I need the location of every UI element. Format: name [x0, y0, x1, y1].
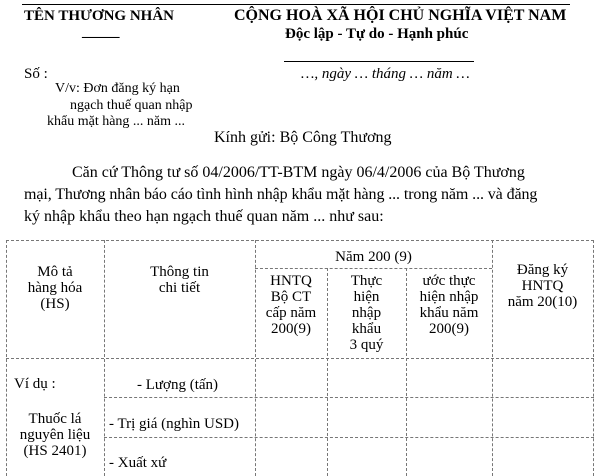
country-name: CỘNG HOÀ XÃ HỘI CHỦ NGHĨA VIỆT NAM	[234, 7, 567, 24]
row-line-2	[104, 437, 594, 438]
column-details-header: Thông tin chi tiết	[150, 264, 209, 296]
column-actual-header: Thực hiện nhập khẩu 3 quý	[349, 273, 384, 353]
row-origin-label: - Xuất xứ	[109, 455, 167, 471]
item-name: Thuốc lá nguyên liệu (HS 2401)	[19, 411, 91, 459]
row-quantity-label: - Lượng (tấn)	[137, 377, 219, 393]
national-motto: Độc lập - Tự do - Hạnh phúc	[285, 26, 469, 42]
example-label: Ví dụ :	[14, 376, 56, 392]
body-line-2: mại, Thương nhân báo cáo tình hình nhập khẩu mặt hàng ... trong năm ... và đăng	[24, 186, 538, 203]
year-group-header: Năm 200 (9)	[335, 249, 412, 265]
subject-line-2: ngạch thuế quan nhập	[70, 98, 193, 113]
subject-line-1: V/v: Đơn đăng ký hạn	[55, 81, 180, 96]
row-value-label: - Trị giá (nghìn USD)	[109, 416, 240, 432]
column-register-header: Đăng ký HNTQ năm 20(10)	[507, 262, 578, 310]
date-line: …, ngày … tháng … năm …	[301, 66, 470, 82]
year-group-underline	[255, 268, 492, 269]
subject-line-3: khẩu mặt hàng ... năm ...	[47, 114, 186, 129]
table-top-border	[6, 240, 594, 241]
body-line-3: ký nhập khẩu theo hạn ngạch thuế quan năm ... như sau:	[24, 208, 384, 225]
column-description-header: Mô tả hàng hóa (HS)	[27, 264, 83, 312]
header-bottom-line	[6, 358, 594, 359]
merchant-name: TÊN THƯƠNG NHÂN	[24, 8, 175, 24]
body-line-1: Căn cứ Thông tư số 04/2006/TT-BTM ngày 06/4/2006 của Bộ Thương	[72, 164, 525, 181]
column-estimate-header: ước thực hiện nhập khẩu năm 200(9)	[419, 273, 479, 337]
document-number-label: Số :	[24, 66, 48, 82]
recipient-line: Kính gửi: Bộ Công Thương	[214, 129, 392, 146]
merchant-underline: _____	[82, 24, 120, 40]
column-quota-header: HNTQ Bộ CT cấp năm 200(9)	[265, 273, 317, 337]
row-line-1	[104, 397, 594, 398]
